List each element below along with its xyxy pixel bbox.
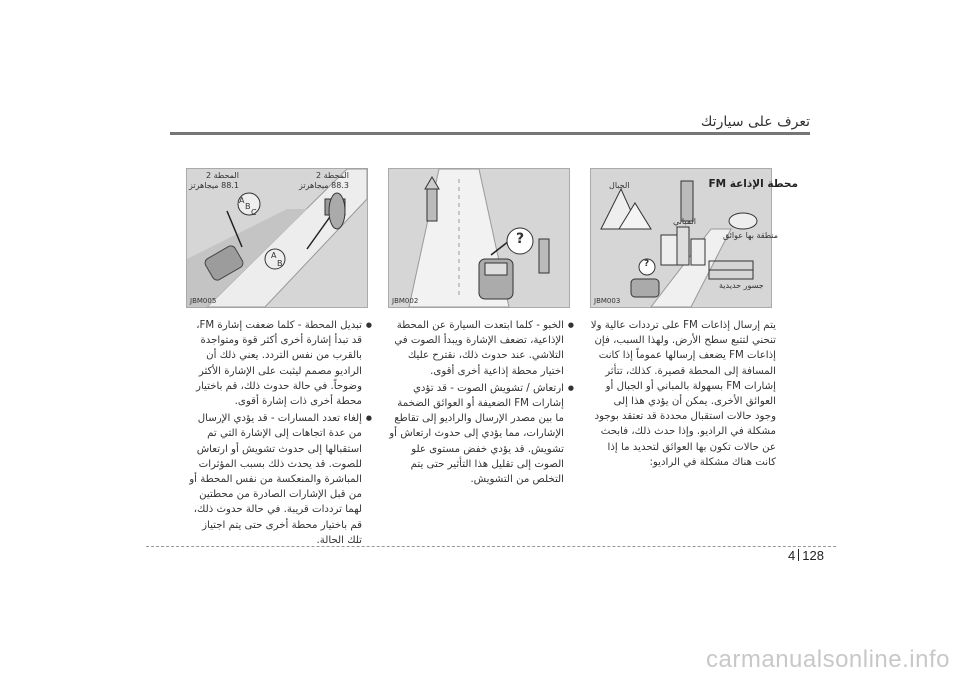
obstacle-area-label: منطقة بها عوائق xyxy=(723,231,779,240)
buildings-label: المباني xyxy=(673,217,697,226)
letter-b2-icon: B xyxy=(277,259,283,268)
page-header-title: تعرف على سيارتك xyxy=(700,114,810,130)
figure-fading-drawing xyxy=(389,169,569,307)
figure-code: JBM003 xyxy=(594,297,621,305)
column-left xyxy=(186,318,372,550)
bullet-flutter: ● ارتعاش / تشويش الصوت - قد تؤدي إشارات FM الضعيفة أو العوائق الضخمة ما بين مصدر الإرسال والراديو إلى تقاطع الإشارات، مما يؤدي إلى حدوث ارتعاش أو تشويش. قد يؤدي خفض مستوى علو الصوت إلى تقليل هذا التأثير حتى يتم التخلص من التشويش. xyxy=(388,381,574,487)
figure-station-switch xyxy=(186,168,368,308)
mountains-label: الجبال xyxy=(609,181,630,190)
column-right xyxy=(590,318,776,472)
watermark: carmanualsonline.info xyxy=(706,646,950,673)
chapter-number: 4 xyxy=(788,548,796,563)
fm-station-heading: محطة الإذاعة FM xyxy=(708,178,798,190)
letter-a2-icon: A xyxy=(271,251,277,260)
letter-b-icon: B xyxy=(245,202,251,211)
letter-a-icon: A xyxy=(239,196,245,205)
header-rule xyxy=(170,132,810,135)
question-mark-icon: ? xyxy=(644,259,650,269)
station-label-a: المحطة 2 88.1 ميجاهرتز xyxy=(189,171,239,190)
page-number-value: 128 xyxy=(802,548,824,563)
page-separator xyxy=(798,549,799,561)
paragraph-fm-intro: يتم إرسال إذاعات FM على ترددات عالية ولا تنحني لتتبع سطح الأرض. ولهذا السبب، فإن إذاعات FM يضعف إرسالها عموماً إذا كانت المسافة إلى المحطة قصيرة. كذلك، تتأثر إشارات FM بسهولة بالمباني أو الجبال أو العوائق الأخرى. يمكن أن يؤدي هذا إلى وجود حالات استقبال محددة قد تعتقد بوجود مشكلة في الراديو. وإذا حدث ذلك، فابحث عن حالات تكون بها العوائق لتحديد ما إذا كانت هناك مشكلة في الراديو: xyxy=(590,320,776,468)
figure-code: JBM002 xyxy=(392,297,419,305)
figure-code: JBM005 xyxy=(190,297,217,305)
letter-c-icon: C xyxy=(251,208,257,217)
figure-fading xyxy=(388,168,570,308)
page-number xyxy=(788,548,824,563)
column-middle xyxy=(388,318,574,489)
station-label-b: المحطة 2 88.3 ميجاهرتز xyxy=(299,171,349,190)
bullet-station-swapping: ● تبديل المحطة - كلما ضعفت إشارة FM، قد تبدأ إشارة أخرى أكثر قوة ومتواجدة بالقرب من نفس التردد. يعني ذلك أن الراديو مصمم ليثبت على الإشارة الأكثر وضوحاً. في حالة حدوث ذلك، قم باختيار محطة أخرى ذات إشارة أقوى. xyxy=(186,318,372,409)
question-mark-icon: ? xyxy=(516,231,525,247)
footer-rule xyxy=(146,546,836,547)
bullet-fading: ● الخبو - كلما ابتعدت السيارة عن المحطة الإذاعية، تضعف الإشارة ويبدأ الصوت في التلاشي. عند حدوث ذلك، نقترح عليك اختيار محطة إذاعية أخرى أقوى. xyxy=(388,318,574,379)
bullet-multipath: ● إلغاء تعدد المسارات - قد يؤدي الإرسال من عدة اتجاهات إلى الإشارة التي تم استقبالها إلى حدوث تشويش أو ارتعاش للصوت. قد يحدث ذلك بسبب المؤثرات المباشرة والمنعكسة من نفس المحطة أو من قبل الإشارات الصادرة من محطتين لهما ترددات قريبة. في حالة حدوث ذلك، قم باختيار محطة أخرى حتى يتم اجتياز تلك الحالة. xyxy=(186,411,372,548)
bridge-label: جسور حديدية xyxy=(719,281,764,290)
